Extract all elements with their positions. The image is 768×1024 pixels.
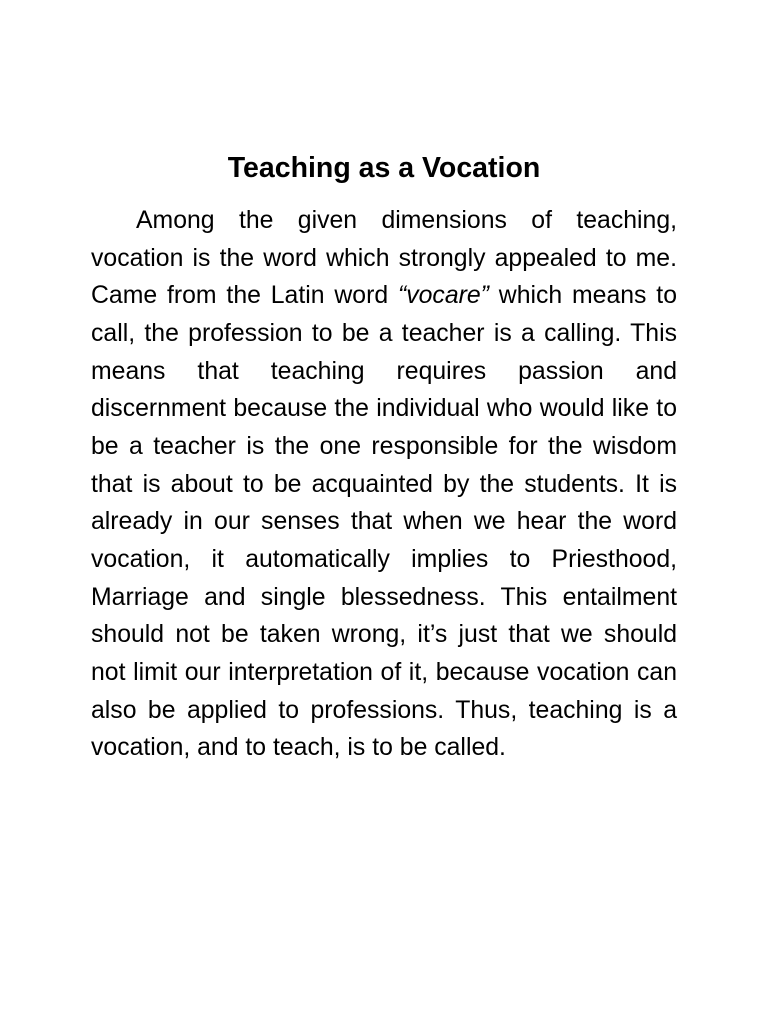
document-title: Teaching as a Vocation xyxy=(227,152,541,184)
latin-term: “vocare” xyxy=(397,282,489,310)
body-paragraph xyxy=(91,202,677,767)
paragraph-text-before: Among the given dimensions of teaching, vocation is the word which strongly appealed to me. Came from the Latin word xyxy=(91,207,677,310)
paragraph-text-after: which means to call, the profession to be a teacher is a calling. This means that teaching requires passion and discernment because the individual who would like to be a teacher is the one responsible for the wisdom that is about to be acquainted by the students. It is already in our senses that when we hear the word vocation, it automatically implies to Priesthood, Marriage and single blessedness. This entailment should not be taken wrong, it’s just that we should not limit our interpretation of it, because vocation can also be applied to professions. Thus, teaching is a vocation, and to teach, is to be called. xyxy=(91,282,677,762)
